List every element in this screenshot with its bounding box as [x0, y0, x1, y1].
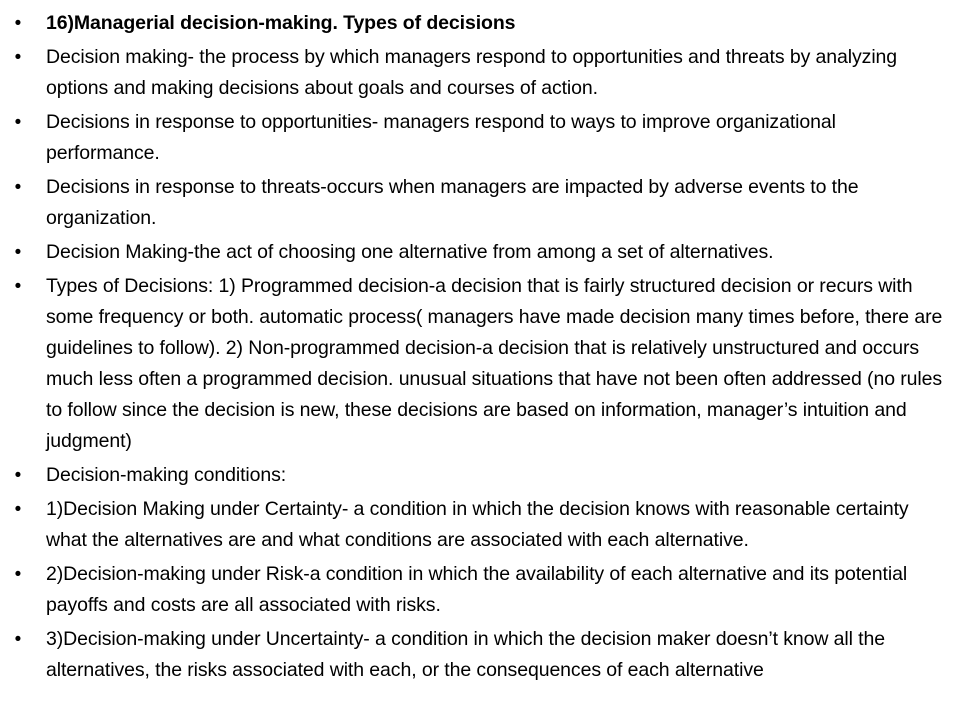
bullet-dot-icon: • — [14, 112, 22, 133]
bullet-dot-icon: • — [14, 629, 22, 650]
bullet-list — [14, 8, 954, 689]
bullet-dot-icon: • — [14, 177, 22, 198]
bullet-item-certainty — [14, 494, 954, 556]
bullet-dot-icon: • — [14, 465, 22, 486]
bullet-item-decision-making-definition — [14, 42, 954, 104]
bullet-item-opportunities — [14, 107, 954, 169]
bullet-dot-icon: • — [14, 499, 22, 520]
bullet-item-threats — [14, 172, 954, 234]
bullet-item-uncertainty — [14, 624, 954, 686]
bullet-item-risk — [14, 559, 954, 621]
bullet-dot-icon: • — [14, 242, 22, 263]
bullet-dot-icon: • — [14, 276, 22, 297]
bullet-item-title — [14, 8, 954, 39]
bullet-text: 16)Managerial decision-making. Types of decisions — [46, 12, 516, 34]
bullet-item-choosing-alternative — [14, 237, 954, 268]
bullet-text: 1)Decision Making under Certainty- a condition in which the decision knows with reasonable certainty what the alternatives are and what conditions are associated with each alternative. — [46, 498, 909, 551]
bullet-text: 3)Decision-making under Uncertainty- a condition in which the decision maker doesn’t know all the alternatives, the risks associated with each, or the consequences of each alternative — [46, 628, 885, 681]
bullet-text: Types of Decisions: 1) Programmed decision-a decision that is fairly structured decision or recurs with some frequency or both. automatic process( managers have made decision many times before, there are guidelines to follow). 2) Non-programmed decision-a decision that is relatively unstructured and occurs much less often a programmed decision. unusual situations that have not been often addressed (no rules to follow since the decision is new, these decisions are based on information, manager’s intuition and judgment) — [46, 275, 943, 452]
bullet-item-conditions-heading — [14, 460, 954, 491]
bullet-text: Decision-making conditions: — [46, 464, 287, 486]
bullet-item-types-of-decisions — [14, 271, 954, 457]
bullet-dot-icon: • — [14, 47, 22, 68]
bullet-dot-icon: • — [14, 564, 22, 585]
bullet-text: Decisions in response to opportunities- managers respond to ways to improve organizational performance. — [46, 111, 836, 164]
bullet-text: Decision making- the process by which managers respond to opportunities and threats by analyzing options and making decisions about goals and courses of action. — [46, 46, 898, 99]
bullet-text: 2)Decision-making under Risk-a condition in which the availability of each alternative and its potential payoffs and costs are all associated with risks. — [46, 563, 908, 616]
bullet-text: Decision Making-the act of choosing one alternative from among a set of alternatives. — [46, 241, 774, 263]
bullet-dot-icon: • — [14, 13, 22, 34]
bullet-text: Decisions in response to threats-occurs when managers are impacted by adverse events to the organization. — [46, 176, 859, 229]
